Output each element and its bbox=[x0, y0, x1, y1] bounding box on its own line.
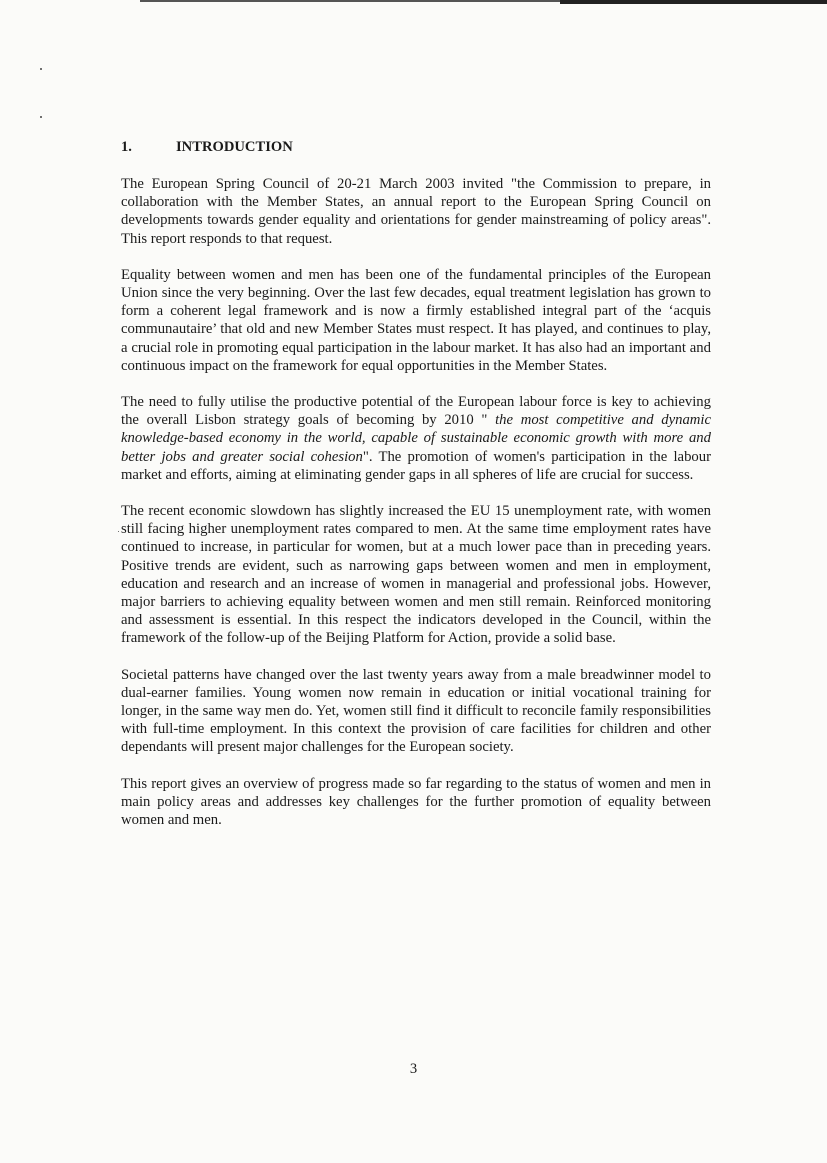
section-heading bbox=[121, 138, 711, 156]
scan-speck bbox=[40, 68, 42, 70]
document-body bbox=[121, 138, 711, 847]
section-title: INTRODUCTION bbox=[176, 139, 293, 155]
lisbon-text-after: ". The promotion of women's participation in the labour market and efforts, aiming at eliminating gender gaps in all spheres of life are crucial for success. bbox=[121, 448, 711, 483]
paragraph-lisbon-strategy bbox=[121, 393, 711, 484]
lisbon-text-before: The need to fully utilise the productive potential of the European labour force is key to achieving the overall Lisbon strategy goals of becoming by 2010 " bbox=[121, 394, 711, 429]
section-number: 1. bbox=[121, 139, 132, 155]
page-number: 3 bbox=[409, 1061, 418, 1077]
paragraph-equality-principle: Equality between women and men has been one of the fundamental principles of the European Union since the very beginning. Over the last few decades, equal treatment legislation has grown to form a coherent legal framework and is now a firmly established integral part of the ‘acquis communautaire’ that old and new Member States must respect. It has played, and continues to play, a crucial role in promoting equal participation in the labour market. It has also had an important and continuous impact on the framework for equal opportunities in the Member States. bbox=[121, 266, 711, 374]
paragraph-societal-patterns: Societal patterns have changed over the last twenty years away from a male breadwinner model to dual-earner families. Young women now remain in education or initial vocational training for longer, in the same way men do. Yet, women still find it difficult to reconcile family responsibilities with full-time employment. In this context the provision of care facilities for children and other dependants will present major challenges for the European society. bbox=[121, 666, 711, 756]
paragraph-report-overview: This report gives an overview of progress made so far regarding to the status of women and men in main policy areas and addresses key challenges for the further promotion of equality between women and men. bbox=[121, 775, 711, 829]
scan-speck bbox=[118, 531, 119, 532]
scan-speck bbox=[40, 116, 42, 118]
lisbon-goal-quote: the most competitive and dynamic knowledge-based economy in the world, capable of sustainable economic growth with more and better jobs and greater social cohesion bbox=[121, 412, 712, 465]
top-scan-rule-thick bbox=[560, 0, 827, 4]
paragraph-economic-slowdown: The recent economic slowdown has slightly increased the EU 15 unemployment rate, with women still facing higher unemployment rates compared to men. At the same time employment rates have continued to increase, in particular for women, but at a much lower pace than in preceding years. Positive trends are evident, such as narrowing gaps between women and men in employment, education and research and an increase of women in managerial and professional jobs. However, major barriers to achieving equality between women and men still remain. Reinforced monitoring and assessment is essential. In this respect the indicators developed in the Council, within the framework of the follow-up of the Beijing Platform for Action, provide a solid base. bbox=[121, 503, 711, 647]
paragraph-mandate: The European Spring Council of 20-21 March 2003 invited "the Commission to prepare, in collaboration with the Member States, an annual report to the European Spring Council on developments towards gender equality and orientations for gender mainstreaming of policy areas". This report responds to that request. bbox=[121, 176, 711, 247]
